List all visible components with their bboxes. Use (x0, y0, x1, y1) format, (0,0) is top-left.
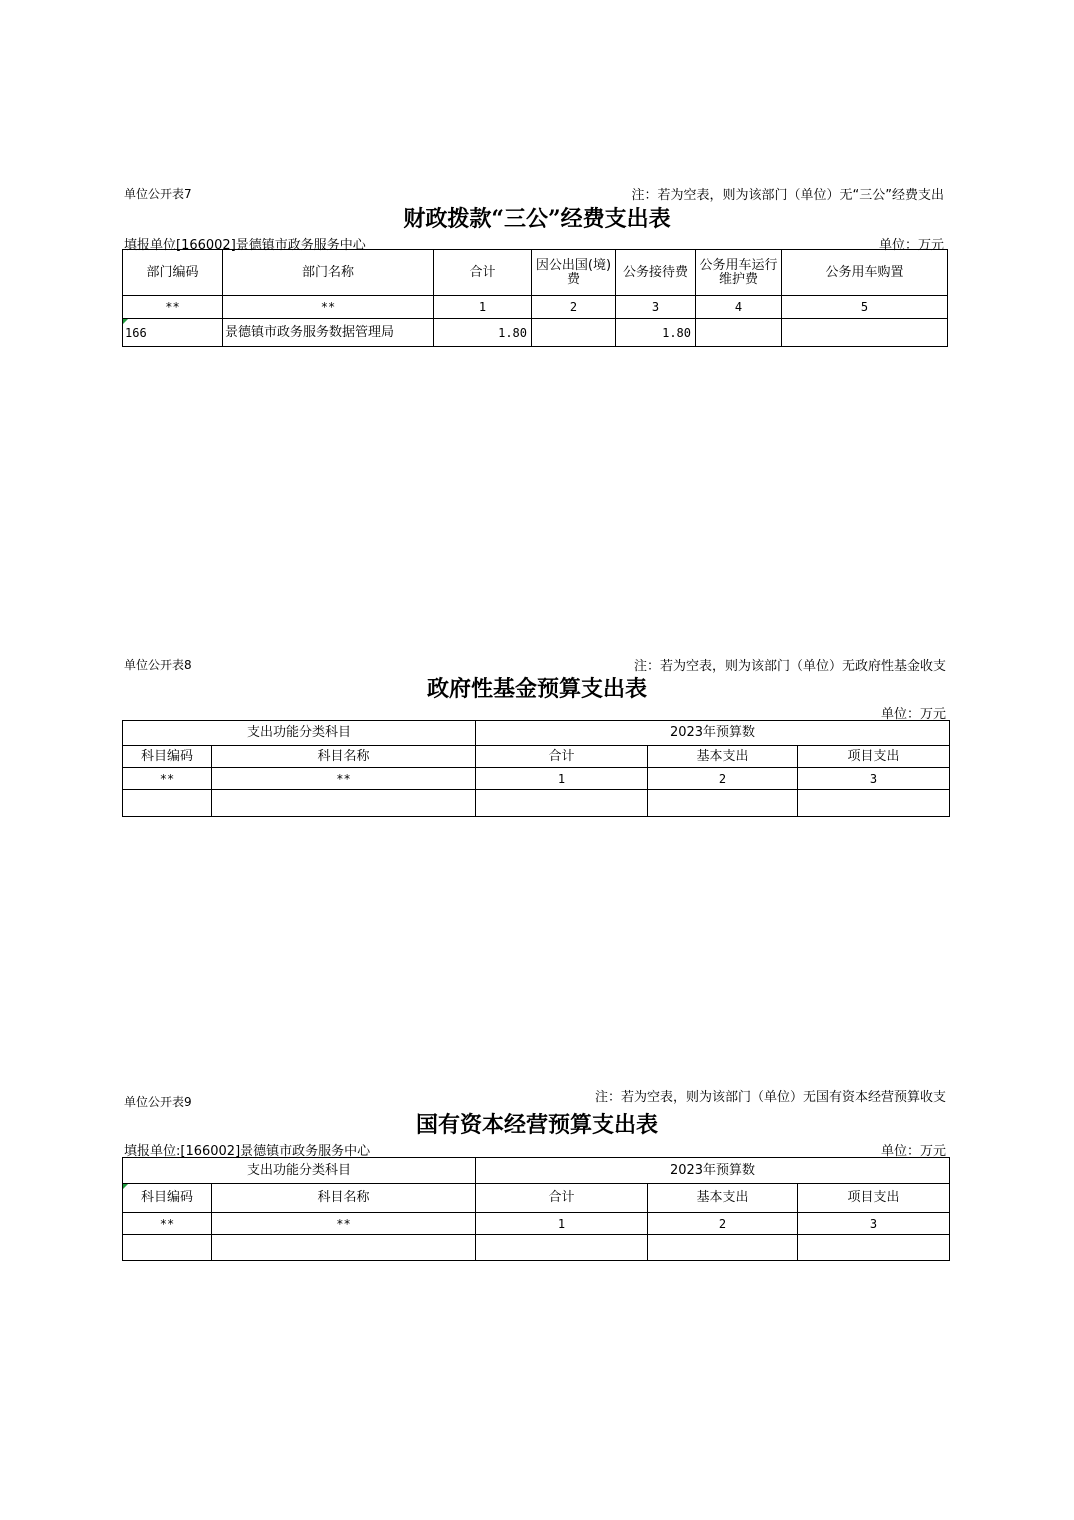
index-cell: ** (123, 296, 223, 319)
table-number: 单位公开表7 (124, 187, 192, 201)
page-title: 国有资本经营预算支出表 (415, 1112, 658, 1138)
header-cell: 合计 (434, 250, 532, 296)
reception-cell: 1.80 (616, 319, 696, 347)
empty-cell (648, 790, 798, 817)
table-row (123, 790, 950, 817)
index-row (123, 1213, 950, 1235)
group-header-cell: 2023年预算数 (476, 1158, 950, 1184)
group-header-row (123, 721, 950, 746)
empty-cell (212, 790, 476, 817)
header-cell: 公务用车运行维护费 (696, 250, 782, 296)
index-cell: 3 (798, 1213, 950, 1235)
page-title: 政府性基金预算支出表 (426, 676, 647, 702)
header-cell: 部门编码 (123, 250, 223, 296)
empty-cell (212, 1235, 476, 1261)
index-row (123, 296, 948, 319)
empty-cell (476, 1235, 648, 1261)
header-cell: 项目支出 (798, 746, 950, 768)
empty-table-note: 注：若为空表，则为该部门（单位）无政府性基金收支 (633, 659, 946, 674)
empty-table-note: 注：若为空表，则为该部门（单位）无国有资本经营预算收支 (594, 1090, 946, 1105)
header-row (123, 250, 948, 296)
index-cell: 1 (476, 768, 648, 790)
unit-label: 单位：万元 (880, 1144, 946, 1159)
filing-unit: 填报单位[166002]景德镇市政务服务中心 (124, 238, 366, 253)
empty-cell (476, 790, 648, 817)
filing-unit: 填报单位:[166002]景德镇市政务服务中心 (124, 1144, 371, 1159)
empty-table-note: 注：若为空表，则为该部门（单位）无“三公”经费支出 (631, 188, 944, 203)
dept-code-cell: 166 (123, 319, 223, 347)
overseas-cell (532, 319, 616, 347)
group-header-cell: 支出功能分类科目 (123, 1158, 476, 1184)
index-cell: 1 (434, 296, 532, 319)
header-cell: 科目编码 (123, 1184, 212, 1213)
header-cell: 合计 (476, 746, 648, 768)
header-row (123, 1184, 950, 1213)
empty-cell (798, 790, 950, 817)
index-cell: 4 (696, 296, 782, 319)
header-cell: 科目名称 (212, 1184, 476, 1213)
government-fund-table (122, 720, 950, 817)
index-cell: 3 (798, 768, 950, 790)
index-cell: 5 (782, 296, 948, 319)
index-cell: ** (212, 768, 476, 790)
table-row (123, 319, 948, 347)
index-cell: 2 (532, 296, 616, 319)
index-cell: 2 (648, 1213, 798, 1235)
index-cell: 2 (648, 768, 798, 790)
state-capital-table (122, 1157, 950, 1261)
vehicle-purchase-cell (782, 319, 948, 347)
table-number: 单位公开表9 (124, 1095, 192, 1109)
empty-cell (123, 790, 212, 817)
header-cell: 部门名称 (223, 250, 434, 296)
index-row (123, 768, 950, 790)
empty-cell (123, 1235, 212, 1261)
group-header-cell: 2023年预算数 (476, 721, 950, 746)
index-cell: ** (212, 1213, 476, 1235)
header-cell: 因公出国(境)费 (532, 250, 616, 296)
three-public-expense-table (122, 249, 948, 347)
index-cell: 3 (616, 296, 696, 319)
header-cell: 合计 (476, 1184, 648, 1213)
index-cell: 1 (476, 1213, 648, 1235)
empty-cell (648, 1235, 798, 1261)
group-header-row (123, 1158, 950, 1184)
header-row (123, 746, 950, 768)
table-number: 单位公开表8 (124, 658, 192, 672)
header-cell: 基本支出 (648, 1184, 798, 1213)
unit-label: 单位：万元 (880, 707, 946, 722)
index-cell: ** (123, 768, 212, 790)
index-cell: ** (223, 296, 434, 319)
header-cell: 公务用车购置 (782, 250, 948, 296)
header-cell: 科目名称 (212, 746, 476, 768)
vehicle-maint-cell (696, 319, 782, 347)
header-cell: 项目支出 (798, 1184, 950, 1213)
page-title: 财政拨款“三公”经费支出表 (403, 206, 671, 232)
header-cell: 基本支出 (648, 746, 798, 768)
header-cell: 科目编码 (123, 746, 212, 768)
unit-label: 单位：万元 (878, 238, 944, 253)
empty-cell (798, 1235, 950, 1261)
dept-name-cell: 景德镇市政务服务数据管理局 (223, 319, 434, 347)
index-cell: ** (123, 1213, 212, 1235)
table-row (123, 1235, 950, 1261)
header-cell: 公务接待费 (616, 250, 696, 296)
total-cell: 1.80 (434, 319, 532, 347)
group-header-cell: 支出功能分类科目 (123, 721, 476, 746)
